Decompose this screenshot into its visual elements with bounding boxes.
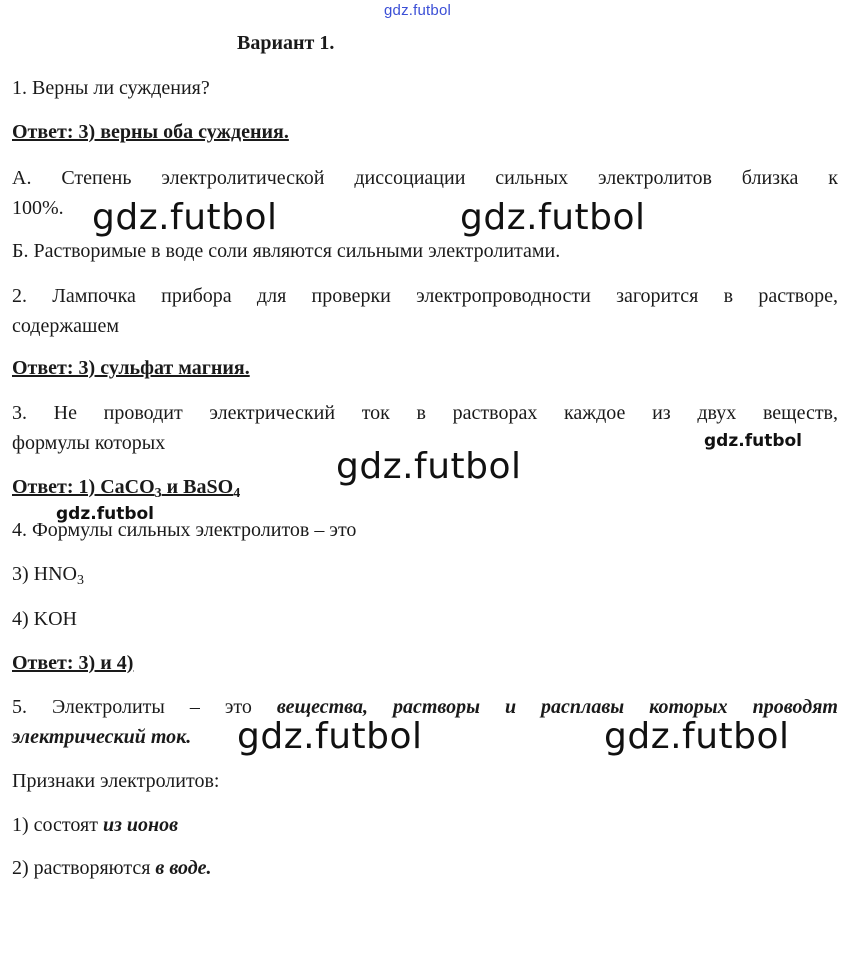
question-2-line2: содержашем [12, 315, 119, 337]
option-3 [12, 563, 84, 586]
option-3-sub: 3 [77, 573, 84, 588]
sign-1-plain: 1) состоят [12, 814, 103, 836]
signs-heading: Признаки электролитов: [12, 770, 220, 792]
page-title: Вариант 1. [237, 32, 335, 54]
answer-1: Ответ: 3) верны оба суждения. [12, 121, 289, 143]
watermark-large: gdz.futbol [604, 716, 790, 757]
sign-2-bold: в воде. [155, 857, 212, 879]
watermark-large: gdz.futbol [92, 197, 278, 238]
statement-a-line1: А. Степень электролитической диссоциации сильных электролитов близка к [12, 167, 838, 189]
option-3-text: 3) HNO [12, 563, 77, 585]
answer-3-part2: и BaSO [161, 476, 234, 498]
answer-2: Ответ: 3) сульфат магния. [12, 357, 250, 379]
sign-1-bold: из ионов [102, 814, 179, 836]
watermark-small: gdz.futbol [56, 504, 154, 524]
answer-3 [12, 476, 240, 499]
statement-a-line2: 100%. [12, 197, 64, 219]
answer-3-sub2: 4 [233, 486, 241, 501]
q5-line1-plain: 5. Электролиты – это [12, 696, 277, 718]
question-3-line1: 3. Не проводит электрический ток в растворах каждое из двух веществ, [12, 402, 838, 424]
question-3-line2: формулы которых [12, 432, 166, 454]
question-4: 4. Формулы сильных электролитов – это [12, 519, 357, 541]
answer-3-part1: Ответ: 1) CaCO [12, 476, 155, 498]
watermark-large: gdz.futbol [237, 716, 423, 757]
question-5-line2: электрический ток. [12, 726, 192, 748]
watermark-top: gdz.futbol [384, 2, 452, 19]
q5-line1-bold: вещества, растворы и расплавы которых проводят [276, 696, 838, 718]
watermark-large: gdz.futbol [460, 197, 646, 238]
question-2-line1: 2. Лампочка прибора для проверки электропроводности загорится в растворе, [12, 285, 838, 307]
sign-2-plain: 2) растворяются [12, 857, 156, 879]
answer-4: Ответ: 3) и 4) [12, 652, 134, 674]
option-4: 4) KOH [12, 608, 77, 630]
statement-b: Б. Растворимые в воде соли являются сильными электролитами. [12, 240, 561, 262]
watermark-small: gdz.futbol [704, 431, 802, 451]
sign-1 [12, 814, 178, 837]
question-2 [12, 281, 838, 341]
answer-3-sub1: 3 [154, 486, 162, 501]
question-1: 1. Верны ли суждения? [12, 77, 210, 99]
watermark-large: gdz.futbol [336, 446, 522, 487]
sign-2 [12, 857, 212, 880]
